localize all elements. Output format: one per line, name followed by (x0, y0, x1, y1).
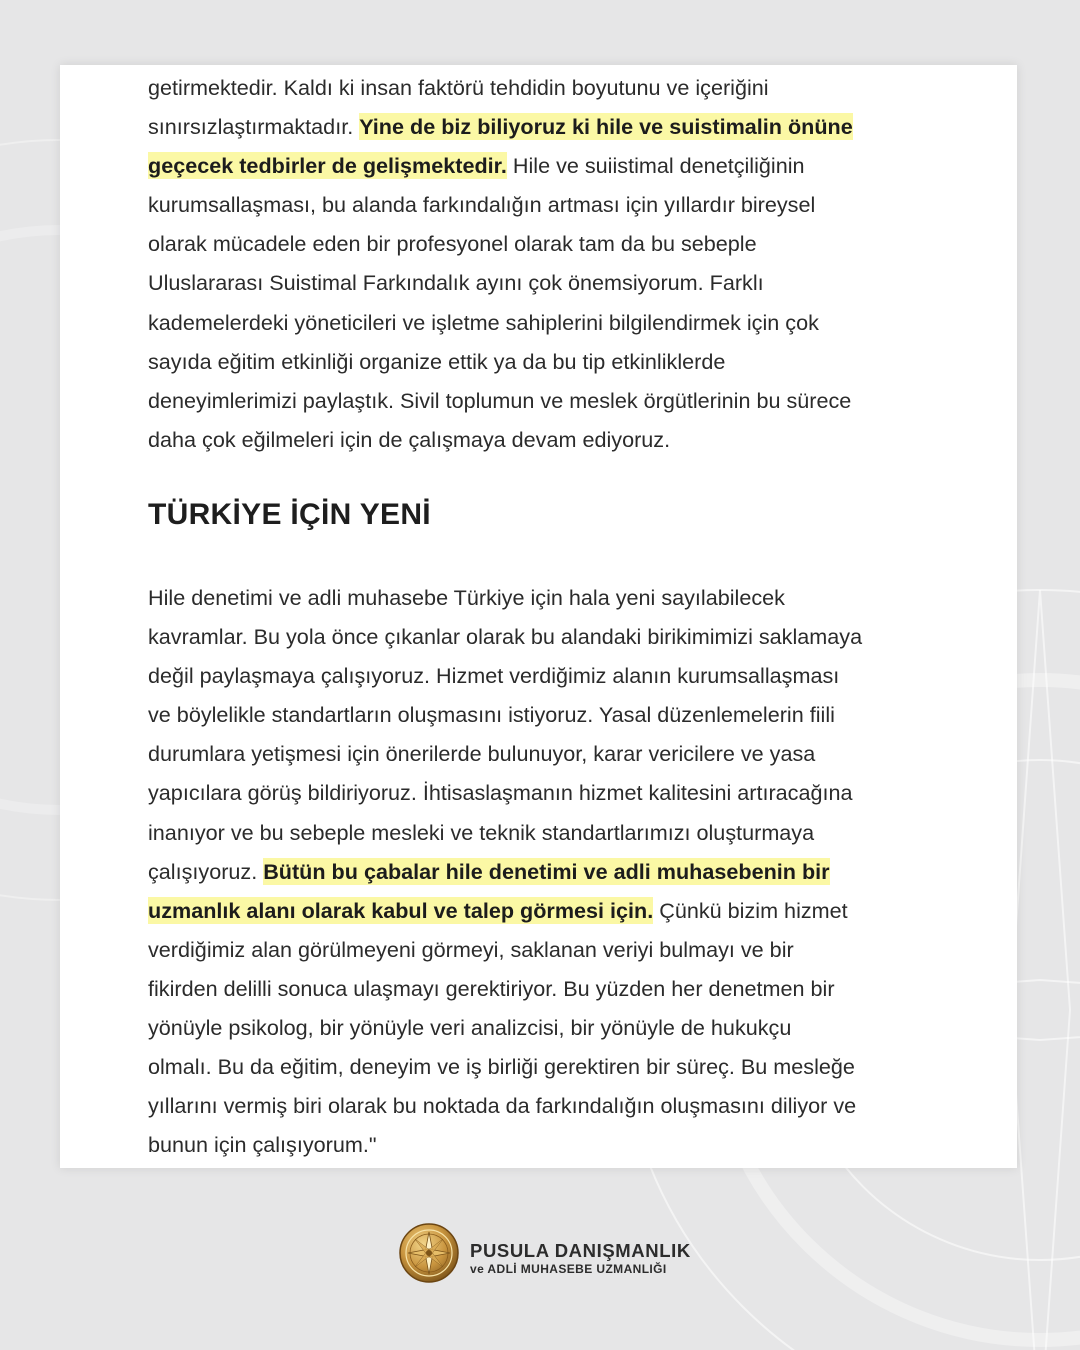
text-span: Çünkü bizim hizmet (653, 897, 848, 923)
paragraph-line: inanıyor ve bu sebeple mesleki ve teknik standartlarımızı oluşturmaya (148, 819, 815, 845)
paragraph-line: Hile denetimi ve adli muhasebe Türkiye için hala yeni sayılabilecek (148, 585, 785, 610)
highlighted-text: geçecek tedbirler de gelişmektedir. (148, 153, 507, 179)
paragraph-line: sayıda eğitim etkinliği organize ettik ya da bu tip etkinliklerde (148, 348, 726, 374)
compass-icon (398, 1222, 460, 1284)
paragraph-line: olarak mücadele eden bir profesyonel olarak tam da bu sebeple (148, 231, 757, 257)
paragraph-line: daha çok eğilmeleri için de çalışmaya devam ediyoruz. (148, 426, 671, 452)
highlighted-text: Bütün bu çabalar hile denetimi ve adli muhasebenin bir (263, 858, 830, 884)
highlighted-text: Yine de biz biliyoruz ki hile ve suistimalin önüne (359, 114, 853, 140)
paragraph-line: yıllarını vermiş biri olarak bu noktada da farkındalığın oluşmasını diliyor ve (148, 1093, 857, 1119)
paragraph-line: Uluslararası Suistimal Farkındalık ayını çok önemsiyorum. Farklı (148, 270, 764, 296)
paragraph-line: durumlara yetişmesi için önerilerde bulunuyor, karar vericilere ve yasa (148, 741, 816, 767)
paragraph-line: yönüyle psikolog, bir yönüyle veri analizcisi, bir yönüyle de hukukçu (148, 1015, 792, 1041)
brand-subtitle: ve ADLİ MUHASEBE UZMANLIĞI (470, 1262, 667, 1276)
paragraph-1 (148, 68, 948, 459)
paragraph-line: değil paylaşmaya çalışıyoruz. Hizmet verdiğimiz alanın kurumsallaşması (148, 663, 840, 689)
paragraph-line: deneyimlerimizi paylaştık. Sivil toplumun ve meslek örgütlerinin bu sürece (148, 387, 852, 413)
paragraph-line: kademelerdeki yöneticileri ve işletme sahiplerini bilgilendirmek için çok (148, 309, 819, 335)
brand-name: PUSULA DANIŞMANLIK (470, 1240, 691, 1261)
paragraph-line: yapıcılara görüş bildiriyoruz. İhtisaslaşmanın hizmet kalitesini artıracağına (148, 780, 853, 806)
highlighted-text: uzmanlık alanı olarak kabul ve talep görmesi için. (148, 897, 654, 923)
paragraph-2 (148, 578, 948, 1164)
paragraph-line: olmalı. Bu da eğitim, deneyim ve iş birliği gerektiren bir süreç. Bu mesleğe (148, 1054, 855, 1080)
paragraph-line: kavramlar. Bu yola önce çıkanlar olarak bu alandaki birikimimizi saklamaya (148, 624, 863, 650)
paragraph-line (148, 146, 948, 185)
paragraph-line (148, 891, 948, 930)
paragraph-line: bunun için çalışıyorum." (148, 1132, 377, 1158)
paragraph-line: getirmektedir. Kaldı ki insan faktörü tehdidin boyutunu ve içeriğini (148, 75, 769, 100)
text-span: sınırsızlaştırmaktadır. (148, 114, 360, 140)
paragraph-line: verdiğimiz alan görülmeyeni görmeyi, saklanan veriyi bulmayı ve bir (148, 936, 794, 962)
text-span: Hile ve suiistimal denetçiliğinin (506, 153, 805, 179)
paragraph-line (148, 107, 948, 146)
paragraph-line: fikirden delilli sonuca ulaşmayı gerektiriyor. Bu yüzden her denetmen bir (148, 975, 835, 1001)
text-span: çalışıyoruz. (148, 858, 264, 884)
paragraph-line: ve böylelikle standartların oluşmasını istiyoruz. Yasal düzenlemelerin fiili (148, 702, 835, 728)
section-heading: TÜRKİYE İÇİN YENİ (148, 498, 431, 531)
paragraph-line (148, 852, 948, 891)
paragraph-line: kurumsallaşması, bu alanda farkındalığın artması için yıllardır bireysel (148, 192, 816, 218)
